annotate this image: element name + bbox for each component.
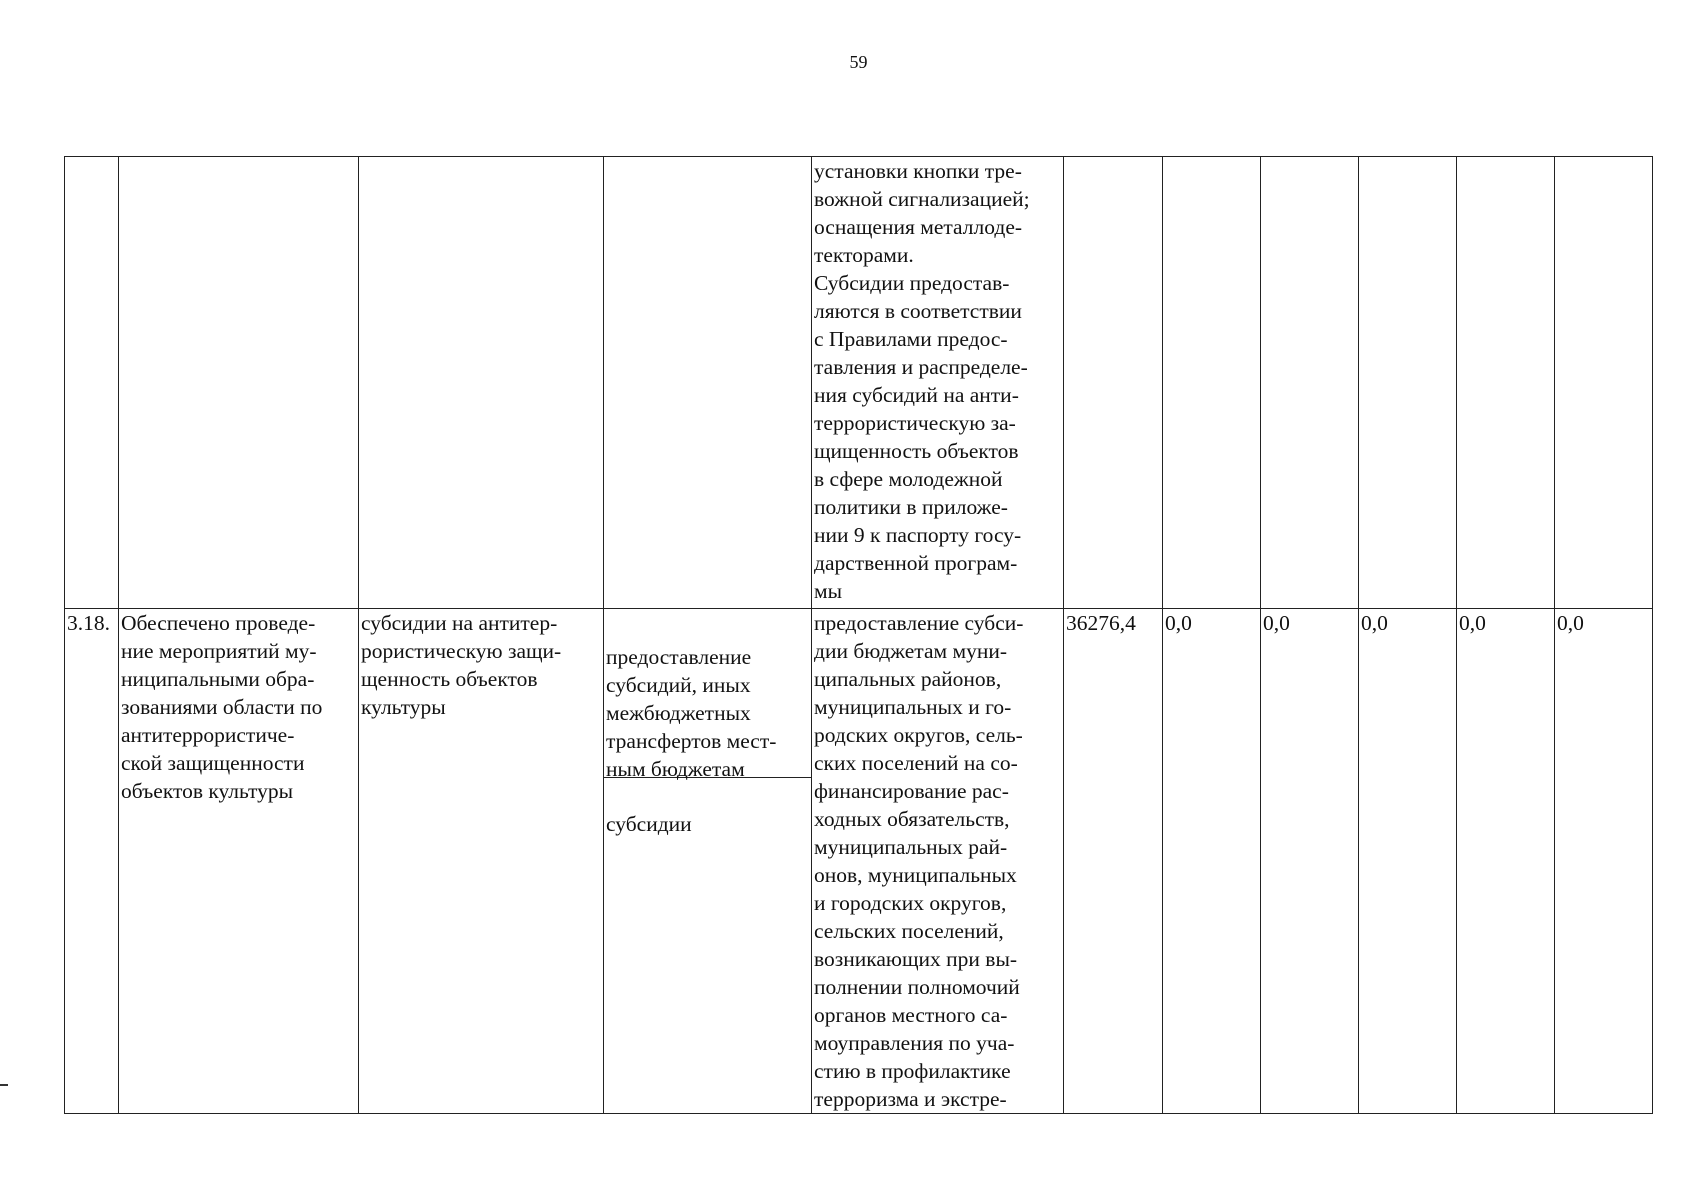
- cell-value-4: [1359, 157, 1457, 609]
- cell-description: установки кнопки тре- вожной сигнализацией; оснащения металлоде- текторами. Субсидии предостав- ляются в соответствии с Правилами предос- тавления и распределе- ния субсидий на анти- террористическую за- щищенность объектов в сфере молодежной политики в приложе- нии 9 к паспорту госу- дарственной програм- мы: [812, 157, 1064, 609]
- cell-value-6: [1555, 157, 1653, 609]
- cell-value-3: [1261, 157, 1359, 609]
- form-sub-text: субсидии: [606, 812, 692, 836]
- cell-value-1: 36276,4: [1064, 609, 1163, 1114]
- budget-table: [64, 156, 1653, 1114]
- cell-value-2: 0,0: [1163, 609, 1261, 1114]
- table-row-3-18: [65, 609, 1653, 1114]
- margin-mark: [0, 1084, 8, 1086]
- table-row-continuation: [65, 157, 1653, 609]
- cell-type: субсидии на антитер- рористическую защи- щенность объектов культуры: [359, 609, 604, 1114]
- cell-result: [119, 157, 359, 609]
- cell-value-5: 0,0: [1457, 609, 1555, 1114]
- cell-value-1: [1064, 157, 1163, 609]
- cell-number: [65, 157, 119, 609]
- cell-result: Обеспечено проведе- ние мероприятий му- ниципальными обра- зованиями области по антитеррористиче- ской защищенности объектов культуры: [119, 609, 359, 1114]
- cell-value-5: [1457, 157, 1555, 609]
- cell-form: [604, 609, 812, 1114]
- cell-form: [604, 157, 812, 609]
- cell-value-3: 0,0: [1261, 609, 1359, 1114]
- cell-value-2: [1163, 157, 1261, 609]
- cell-value-6: 0,0: [1555, 609, 1653, 1114]
- cell-value-4: 0,0: [1359, 609, 1457, 1114]
- cell-number: 3.18.: [65, 609, 119, 1114]
- page-number: 59: [849, 52, 868, 72]
- cell-description: предоставление субси- дии бюджетам муни- ципальных районов, муниципальных и го- родских округов, сель- ских поселений на со- финансирование рас- ходных обязательств, муниципальных рай- онов, муниципальных и городских округов, сельских поселений, возникающих при вы- полнении полномочий органов местного са- моуправления по уча- стию в профилактике терроризма и экстре-: [812, 609, 1064, 1114]
- form-main-text: предоставление субсидий, иных межбюджетных трансфертов мест- ным бюджетам: [604, 637, 811, 778]
- cell-type: [359, 157, 604, 609]
